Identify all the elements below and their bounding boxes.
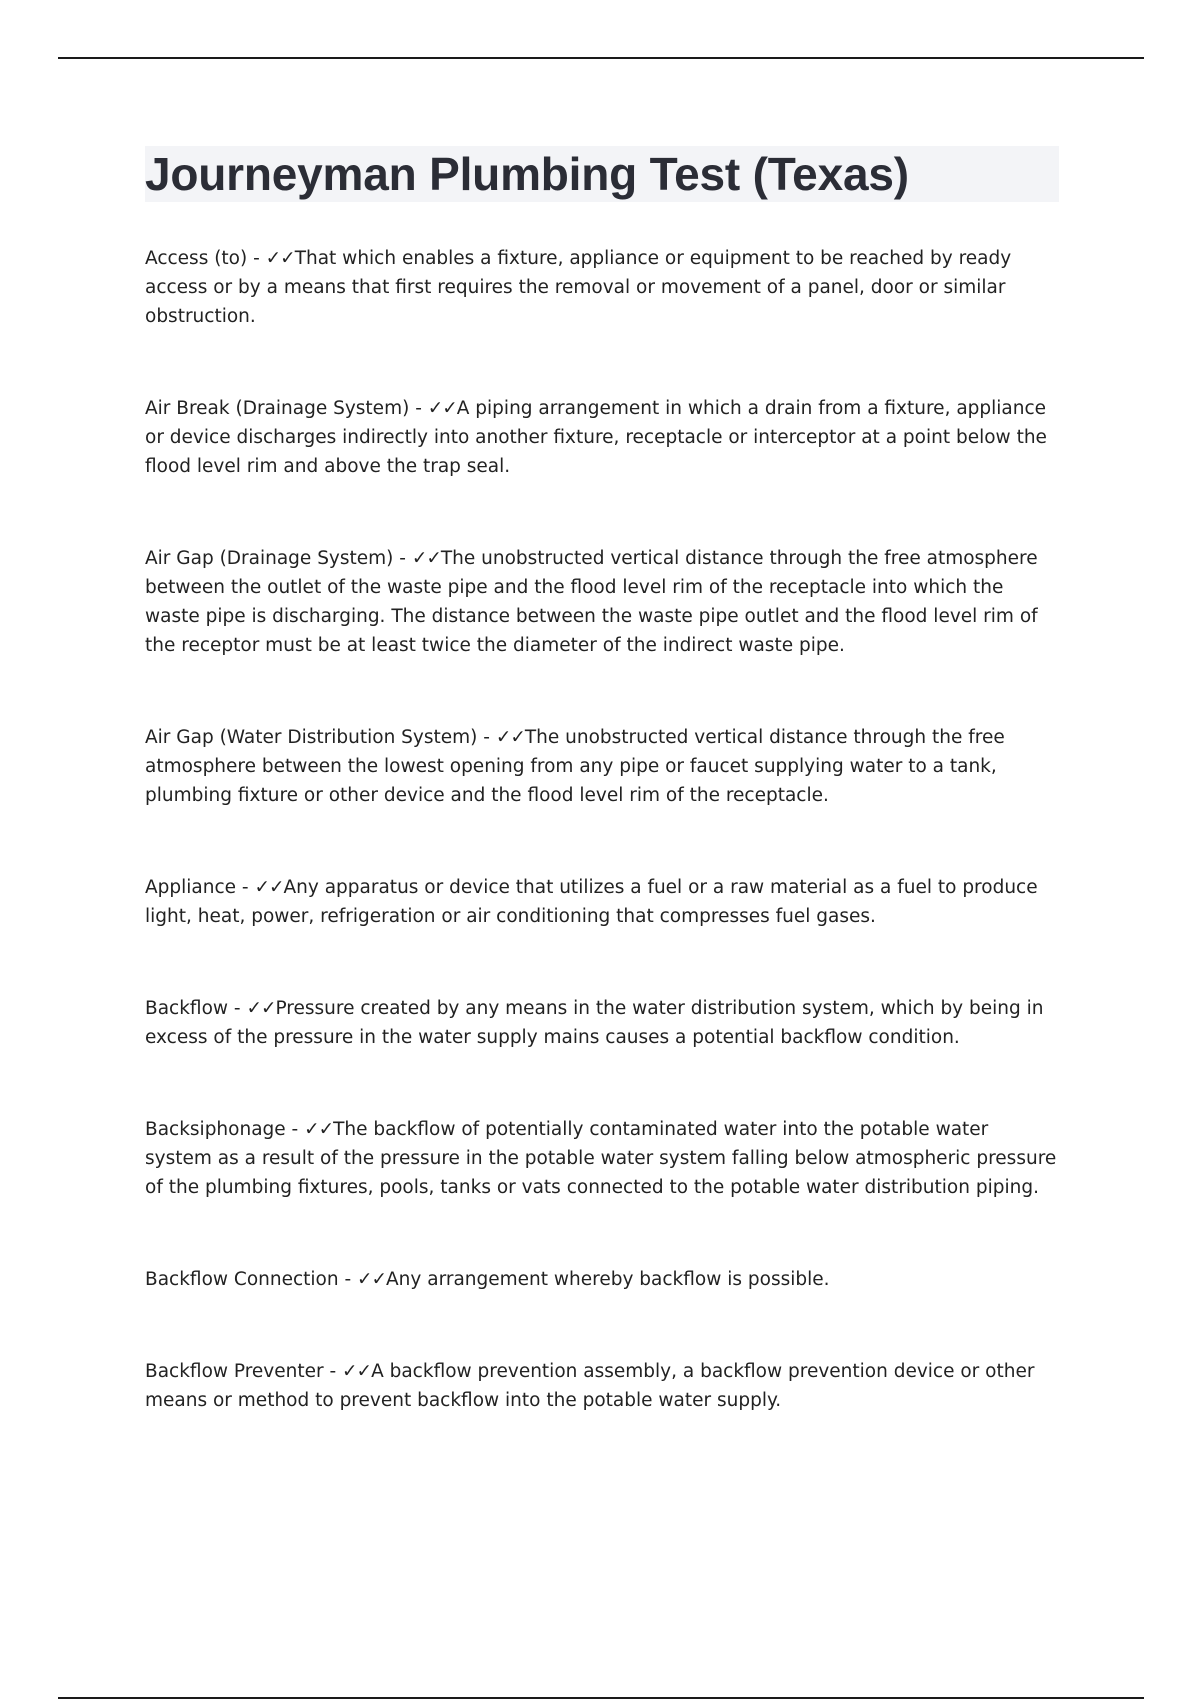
glossary-entry (145, 394, 1059, 481)
entry-term: Backflow Connection (145, 1269, 339, 1290)
glossary-entry (145, 1357, 1059, 1415)
title-band (145, 146, 1059, 202)
entry-definition: Any apparatus or device that utilizes a fuel or a raw material as a fuel to produce light, heat, power, refrigeration or air conditioning that compresses fuel gases. (145, 877, 1038, 927)
glossary-entry (145, 1265, 1059, 1294)
check-icon: ✓✓ (254, 877, 284, 898)
entry-definition: Any arrangement whereby backflow is possible. (386, 1269, 830, 1290)
entry-definition: Pressure created by any means in the water distribution system, which by being in excess of the pressure in the water supply mains causes a potential backflow condition. (145, 998, 1044, 1048)
entry-term: Air Gap (Drainage System) (145, 548, 394, 569)
entry-definition: That which enables a fixture, appliance or equipment to be reached by ready access or by a means that first requires the removal or movement of a panel, door or similar obstruction. (145, 248, 1012, 327)
entry-definition: The unobstructed vertical distance through the free atmosphere between the lowest opening from any pipe or faucet supplying water to a tank, plumbing fixture or other device and the flood level rim of the receptacle. (145, 727, 1005, 806)
check-icon: ✓✓ (411, 548, 441, 569)
glossary-entry (145, 994, 1059, 1052)
glossary-entry (145, 1115, 1059, 1202)
entry-separator: - (393, 548, 412, 569)
entry-term: Backsiphonage (145, 1119, 286, 1140)
entry-term: Appliance (145, 877, 237, 898)
entry-term: Access (to) (145, 248, 248, 269)
check-icon: ✓✓ (342, 1361, 372, 1382)
entry-definition: The unobstructed vertical distance through the free atmosphere between the outlet of the waste pipe and the flood level rim of the receptacle into which the waste pipe is discharging. The distance between the waste pipe outlet and the flood level rim of the receptor must be at least twice the diameter of the indirect waste pipe. (145, 548, 1038, 656)
entry-separator: - (228, 998, 247, 1019)
glossary-entry (145, 544, 1059, 660)
document-body (145, 146, 1059, 1415)
glossary-entry (145, 244, 1059, 331)
check-icon: ✓✓ (265, 248, 295, 269)
check-icon: ✓✓ (495, 727, 525, 748)
glossary-entry (145, 723, 1059, 810)
top-rule (58, 57, 1144, 59)
entry-separator: - (247, 248, 266, 269)
entry-definition: The backflow of potentially contaminated water into the potable water system as a result of the pressure in the potable water system falling below atmospheric pressure of the plumbing fixtures, pools, tanks or vats connected to the potable water distribution piping. (145, 1119, 1057, 1198)
entry-separator: - (409, 398, 428, 419)
entry-definition: A backflow prevention assembly, a backflow prevention device or other means or method to prevent backflow into the potable water supply. (145, 1361, 1035, 1411)
entry-term: Air Break (Drainage System) (145, 398, 410, 419)
check-icon: ✓✓ (246, 998, 276, 1019)
entry-term: Backflow Preventer (145, 1361, 324, 1382)
entry-term: Air Gap (Water Distribution System) (145, 727, 478, 748)
glossary-entry (145, 873, 1059, 931)
page-title: Journeyman Plumbing Test (Texas) (145, 148, 909, 200)
check-icon: ✓✓ (357, 1269, 387, 1290)
check-icon: ✓✓ (427, 398, 457, 419)
entry-separator: - (477, 727, 496, 748)
check-icon: ✓✓ (304, 1119, 334, 1140)
entry-definition: A piping arrangement in which a drain from a fixture, appliance or device discharges indirectly into another fixture, receptacle or interceptor at a point below the flood level rim and above the trap seal. (145, 398, 1047, 477)
entry-separator: - (323, 1361, 343, 1382)
entry-separator: - (338, 1269, 358, 1290)
entry-term: Backflow (145, 998, 229, 1019)
entry-separator: - (236, 877, 255, 898)
bottom-rule (58, 1697, 1144, 1699)
entry-separator: - (285, 1119, 305, 1140)
